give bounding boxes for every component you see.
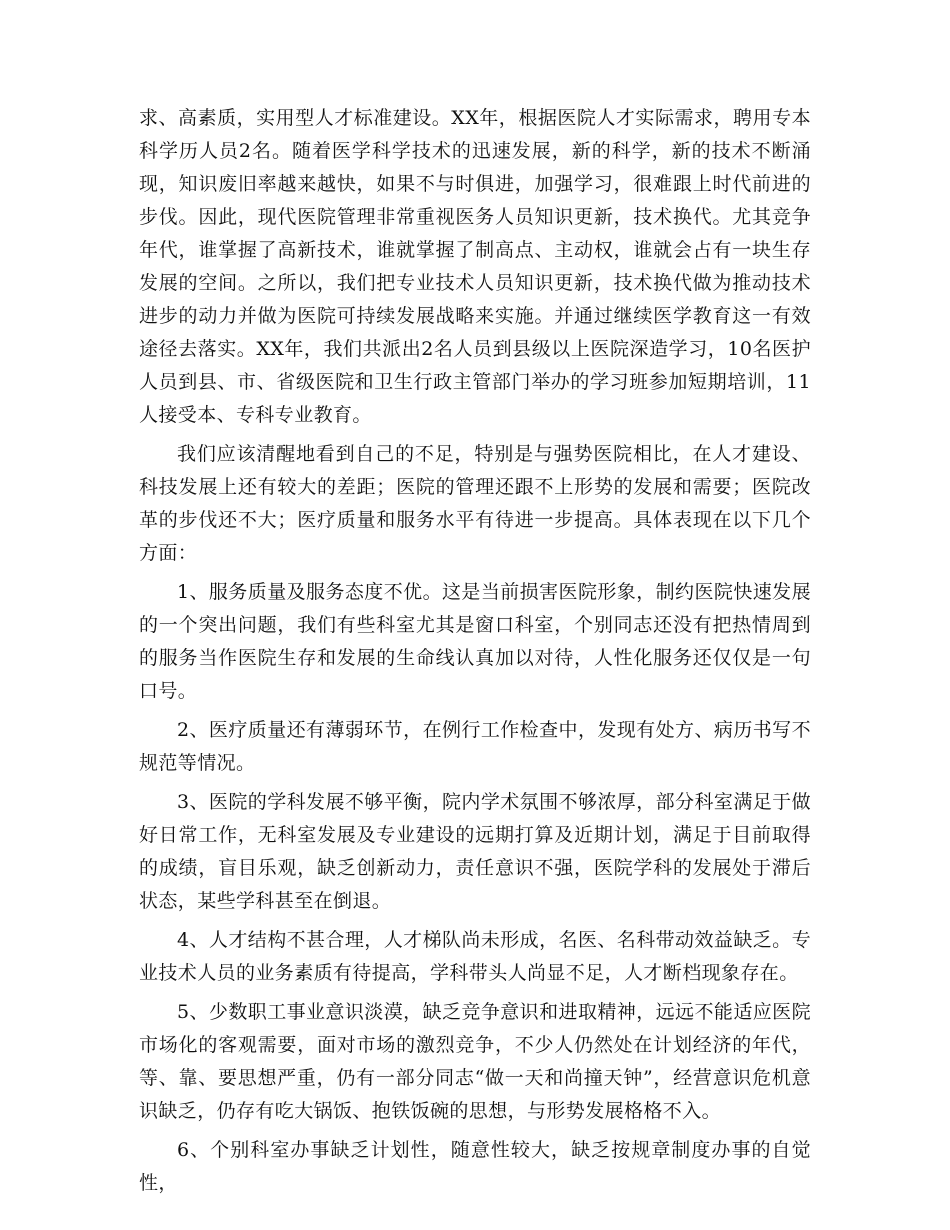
paragraph-continuation: 求、高素质，实用型人才标准建设。XX年，根据医院人才实际需求，聘用专本科学历人员2名。随着医学科学技术的迅速发展，新的科学，新的技术不断涌现，知识废旧率越来越快，如果不与时俱进，加强学习，很难跟上时代前进的步伐。因此，现代医院管理非常重视医务人员知识更新，技术换代。尤其竞争年代，谁掌握了高新技术，谁就掌握了制高点、主动权，谁就会占有一块生存发展的空间。之所以，我们把专业技术人员知识更新，技术换代做为推动技术进步的动力并做为医院可持续发展战略来实施。并通过继续医学教育这一有效途径去落实。XX年，我们共派出2名人员到县级以上医院深造学习，10名医护人员到县、市、省级医院和卫生行政主管部门举办的学习班参加短期培训，11人接受本、专科专业教育。 xyxy=(139,107,811,426)
paragraph-item-4: 4、人才结构不甚合理，人才梯队尚未形成，名医、名科带动效益缺乏。专业技术人员的业务素质有待提高，学科带头人尚显不足，人才断档现象存在。 xyxy=(139,929,811,984)
paragraph-item-3: 3、医院的学科发展不够平衡，院内学术氛围不够浓厚，部分科室满足于做好日常工作，无科室发展及专业建设的远期打算及近期计划，满足于目前取得的成绩，盲目乐观，缺乏创新动力，责任意识不强，医院学科的发展处于滞后状态，某些学科甚至在倒退。 xyxy=(139,791,811,912)
paragraph-item-6: 6、个别科室办事缺乏计划性，随意性较大，缺乏按规章制度办事的自觉性， xyxy=(139,1139,811,1194)
paragraph-shortcomings-intro: 我们应该清醒地看到自己的不足，特别是与强势医院相比，在人才建设、科技发展上还有较大的差距；医院的管理还跟不上形势的发展和需要；医院改革的步伐还不大；医疗质量和服务水平有待进一步提高。具体表现在以下几个方面： xyxy=(139,443,811,564)
paragraph-item-1: 1、服务质量及服务态度不优。这是当前损害医院形象，制约医院快速发展的一个突出问题，我们有些科室尤其是窗口科室，个别同志还没有把热情周到的服务当作医院生存和发展的生命线认真加以对待，人性化服务还仅仅是一句口号。 xyxy=(139,581,811,702)
paragraph-item-2: 2、医疗质量还有薄弱环节，在例行工作检查中，发现有处方、病历书写不规范等情况。 xyxy=(139,719,811,774)
document-body xyxy=(139,102,811,1200)
paragraph-item-5: 5、少数职工事业意识淡漠，缺乏竞争意识和进取精神，远远不能适应医院市场化的客观需要，面对市场的激烈竞争，不少人仍然处在计划经济的年代，等、靠、要思想严重，仍有一部分同志“做一天和尚撞天钟”，经营意识危机意识缺乏，仍存有吃大锅饭、抱铁饭碗的思想，与形势发展格格不入。 xyxy=(139,1001,811,1122)
